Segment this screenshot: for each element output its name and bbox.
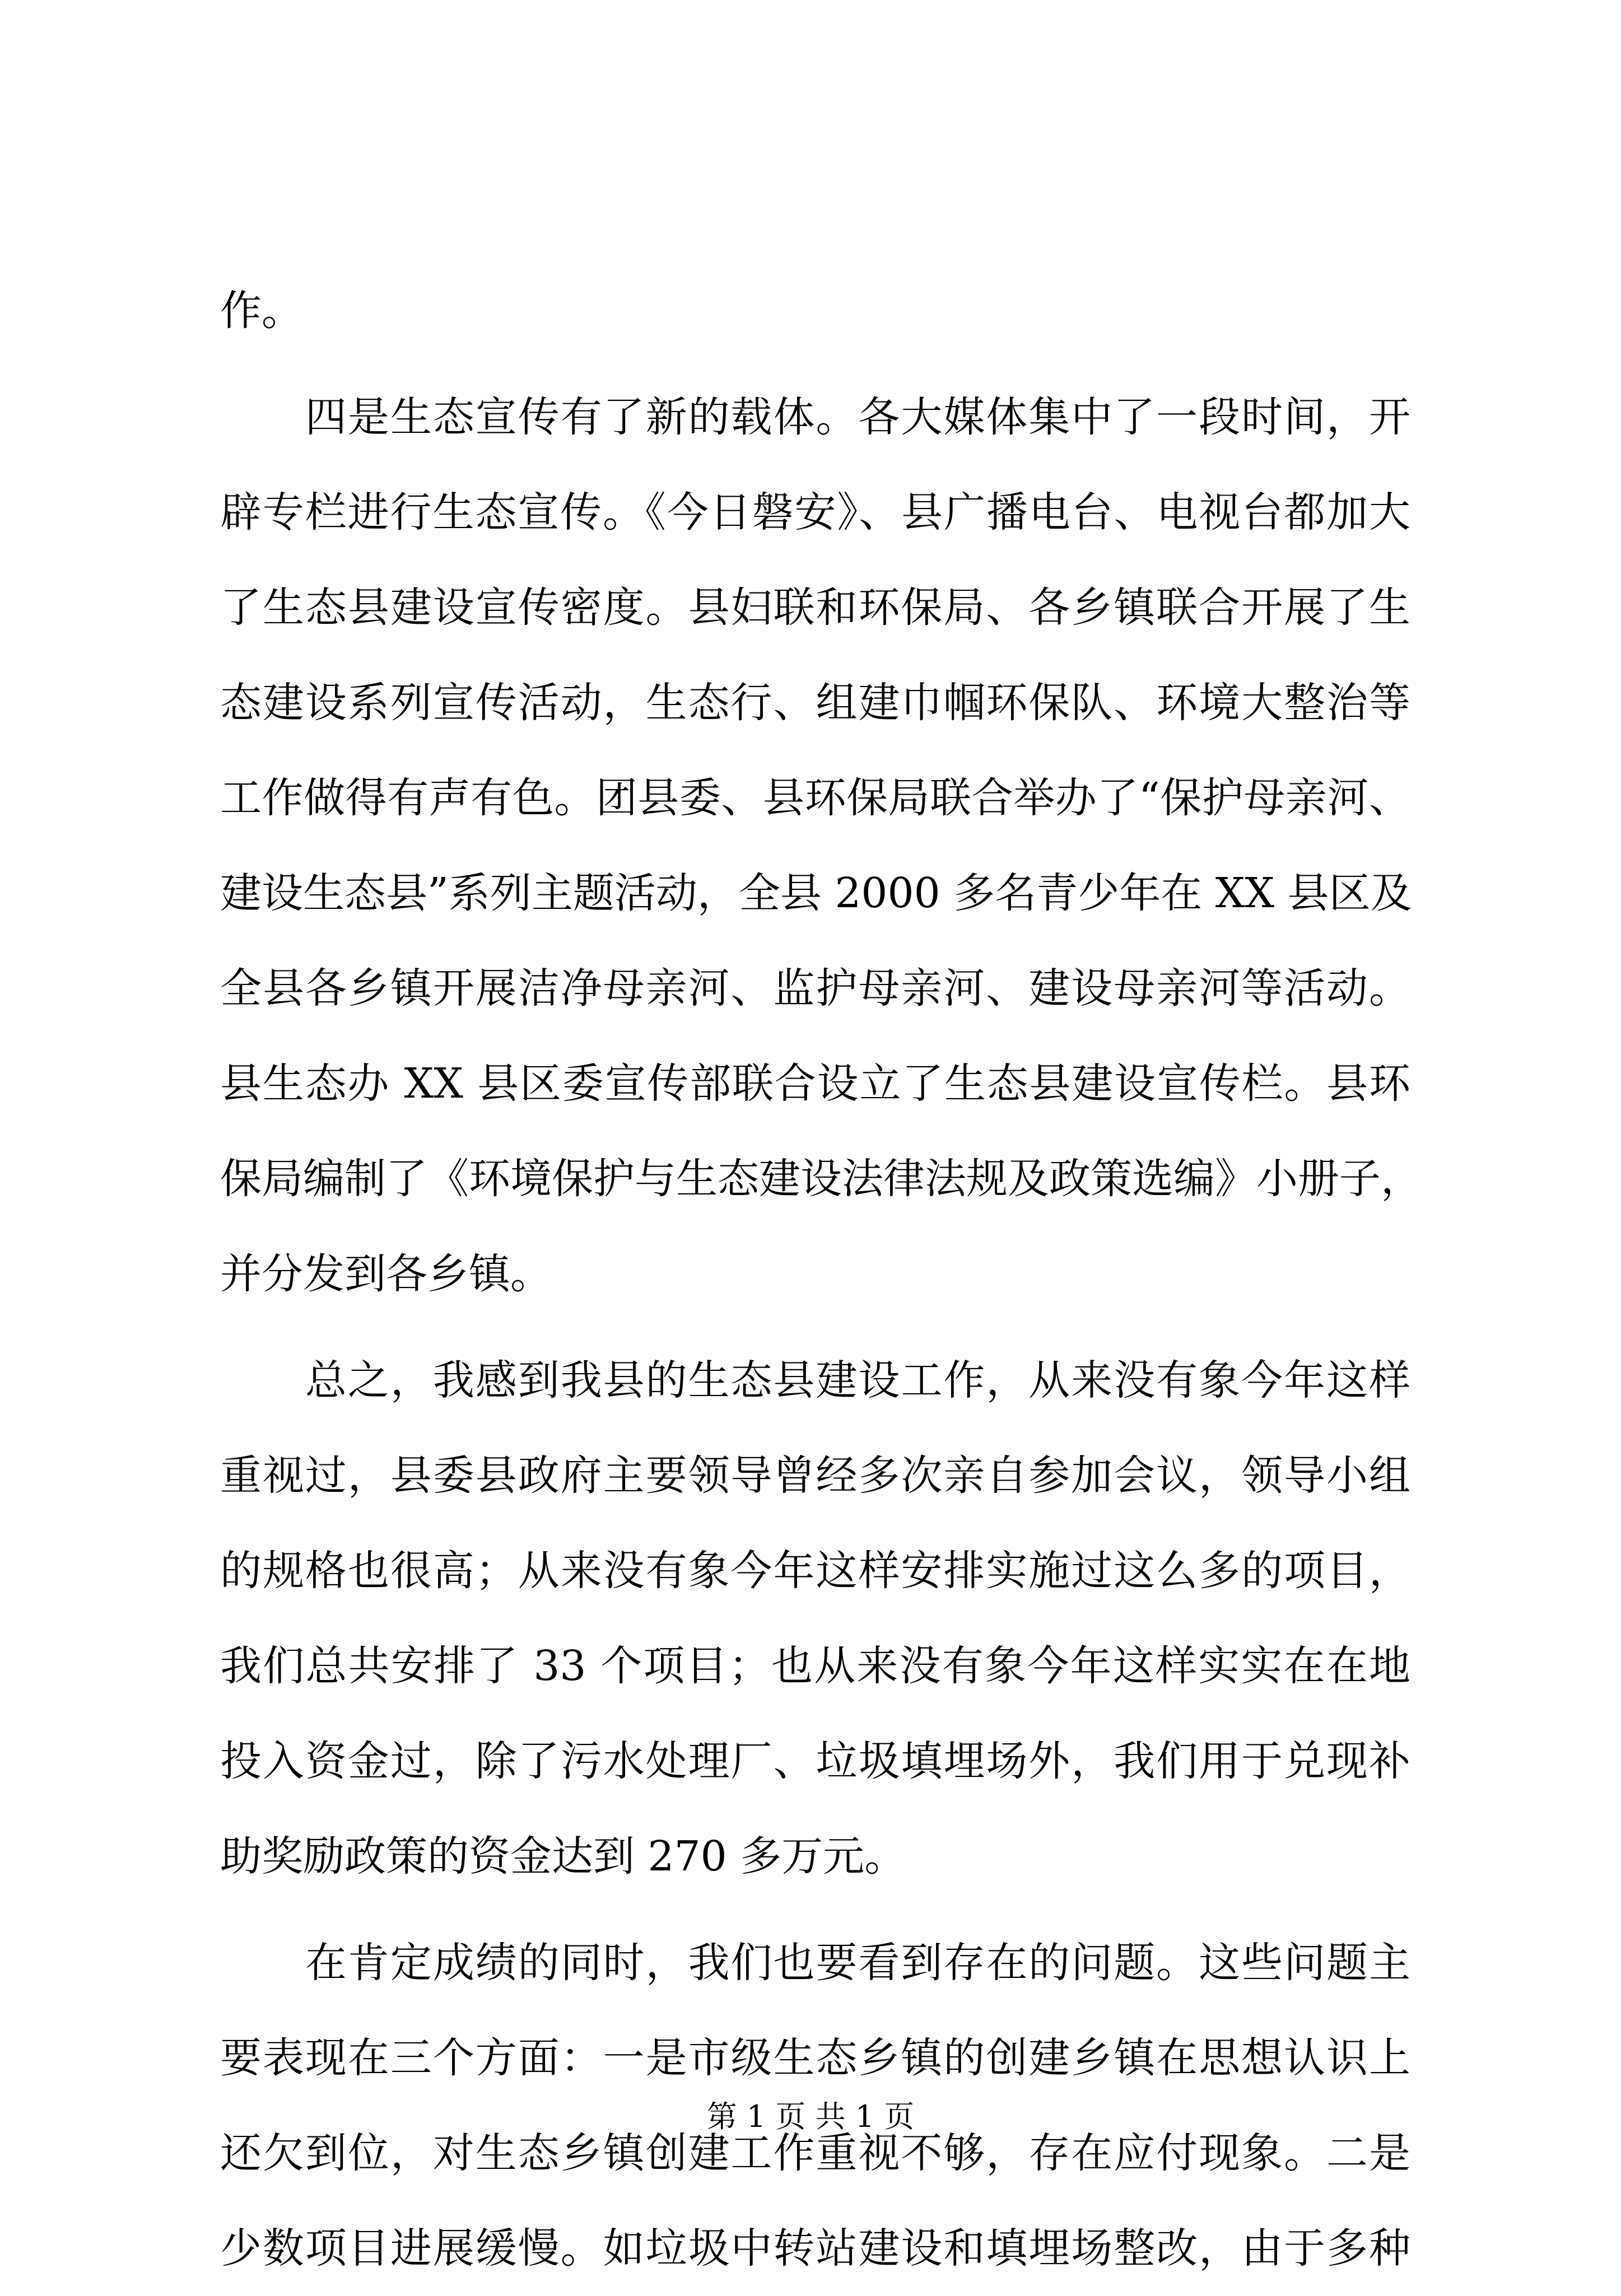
text-line: 了生态县建设宣传密度。县妇联和环保局、各乡镇联合开展了生 xyxy=(220,584,1410,632)
text-line: 少数项目进展缓慢。如垃圾中转站建设和填埋场整改，由于多种 xyxy=(220,2224,1410,2272)
text-line: 工作做得有声有色。团县委、县环保局联合举办了“保护母亲河、 xyxy=(220,774,1410,822)
text-line: 并分发到各乡镇。 xyxy=(220,1250,552,1298)
text-line: 作。 xyxy=(220,287,303,335)
text-line: 投入资金过，除了污水处理厂、垃圾填埋场外，我们用于兑现补 xyxy=(220,1737,1410,1785)
text-line: 在肯定成绩的同时，我们也要看到存在的问题。这些问题主 xyxy=(220,1939,1410,1987)
text-line: 县生态办 XX 县区委宣传部联合设立了生态县建设宣传栏。县环 xyxy=(220,1060,1410,1108)
text-line: 保局编制了《环境保护与生态建设法律法规及政策选编》小册子， xyxy=(220,1155,1422,1203)
text-line: 四是生态宣传有了新的载体。各大媒体集中了一段时间，开 xyxy=(220,393,1410,441)
text-line: 我们总共安排了 33 个项目；也从来没有象今年这样实实在在地 xyxy=(220,1642,1410,1690)
page-footer xyxy=(0,2097,1621,2136)
text-line: 助奖励政策的资金达到 270 多万元。 xyxy=(220,1832,906,1880)
text-line: 全县各乡镇开展洁净母亲河、监护母亲河、建设母亲河等活动。 xyxy=(220,964,1410,1012)
text-line: 总之，我感到我县的生态县建设工作，从来没有象今年这样 xyxy=(220,1356,1410,1404)
text-line: 辟专栏进行生态宣传。《今日磐安》、县广播电台、电视台都加大 xyxy=(220,488,1410,536)
text-line: 还欠到位，对生态乡镇创建工作重视不够，存在应付现象。二是 xyxy=(220,2129,1410,2177)
body-text xyxy=(220,263,1422,2296)
text-line: 重视过，县委县政府主要领导曾经多次亲自参加会议，领导小组 xyxy=(220,1452,1410,1500)
text-line: 建设生态县”系列主题活动，全县 2000 多名青少年在 XX 县区及 xyxy=(220,869,1412,917)
text-line: 态建设系列宣传活动，生态行、组建巾帼环保队、环境大整治等 xyxy=(220,679,1410,727)
text-line: 的规格也很高；从来没有象今年这样安排实施过这么多的项目， xyxy=(220,1547,1410,1595)
page-number-label: 第 1 页 共 1 页 xyxy=(706,2099,915,2134)
text-line: 要表现在三个方面：一是市级生态乡镇的创建乡镇在思想认识上 xyxy=(220,2034,1410,2082)
